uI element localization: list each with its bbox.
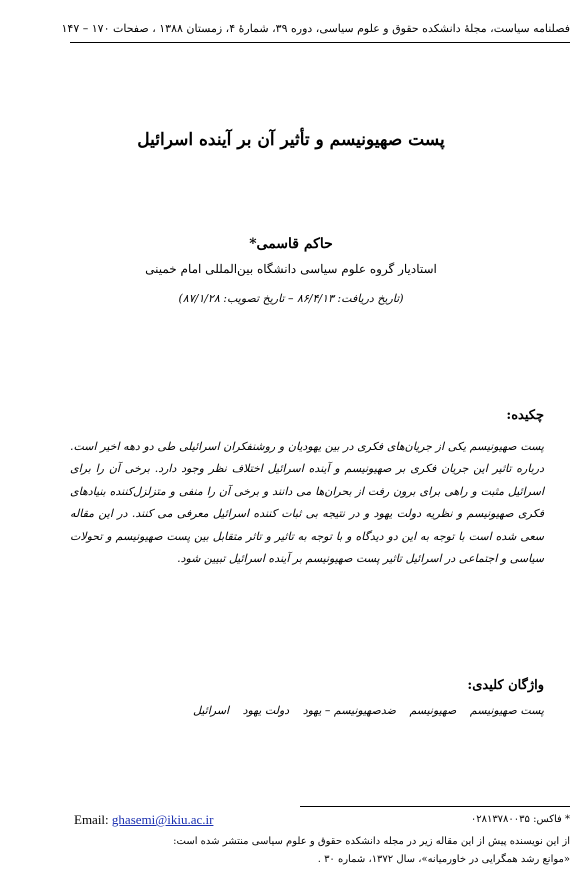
footnote-rule [300,806,570,807]
keyword-item: ضدصهیونیسم – یهود [302,704,396,717]
email-label: Email: [74,812,109,827]
keyword-item: دولت یهود [242,704,290,717]
keyword-item: پست صهیونیسم [469,704,544,717]
article-title: پست صهیونیسم و تأثیر آن بر آینده اسرائیل [137,130,445,150]
header-rule [70,42,570,43]
keywords-label: واژگان کلیدی: [467,678,544,693]
keywords-list [183,704,544,717]
author-name: حاکم قاسمی* [249,236,333,252]
running-header: فصلنامه سیاست، مجلهٔ دانشکده حقوق و علوم سیاسی، دوره ۳۹، شمارهٔ ۴، زمستان ۱۳۸۸ ، صفحات ۱۷۰ – ۱۴۷ [61,22,570,35]
keyword-item: اسرائیل [193,704,230,717]
footnote-line-2: «موانع رشد همگرایی در خاورمیانه»، سال ۱۳۷۲، شماره ۳۰ . [317,854,570,865]
keyword-item: صهیونیسم [409,704,457,717]
abstract-text: پست صهیونیسم یکی از جریان‌های فکری در بین یهودیان و روشنفکران اسرائیلی طی دو دهه اخیر است. درباره تاثیر این جریان فکری بر صهیونیسم و آینده اسرائیل اختلاف نظر وجود دارد. برخی آن را برای اسرائیل مثبت و راهی برای برون رفت از بحران‌ها می دانند و برخی آن را منفی و متزلزل‌کننده بنیادهای فکری صهیونیسم و نظریه دولت یهود و در نتیجه بی ثبات کننده اسرائیل معرفی می کنند. در این مقاله سعی شده است با توجه به این دو دیدگاه و با توجه به تاثیر و تاثر متقابل بین پست صهیونیسم و تحولات سیاسی و اجتماعی در اسرائیل تاثیر پست صهیونیسم بر آینده اسرائیل تبیین شود. [70,440,544,566]
abstract-label: چکیده: [506,408,544,423]
author-email [74,812,213,828]
author-affiliation: استادیار گروه علوم سیاسی دانشگاه بین‌المللی امام خمینی [145,262,437,276]
email-link[interactable]: ghasemi@ikiu.ac.ir [111,812,214,827]
article-dates: (تاریخ دریافت: ۸۶/۴/۱۳ – تاریخ تصویب: ۸۷/۱/۲۸) [178,292,404,305]
fax-number: * فاکس: ۰۲۸۱۳۷۸۰۰۳۵ [470,814,570,825]
footnote-line-1: از این نویسنده پیش از این مقاله زیر در مجله دانشکده حقوق و علوم سیاسی منتشر شده است: [173,836,570,847]
